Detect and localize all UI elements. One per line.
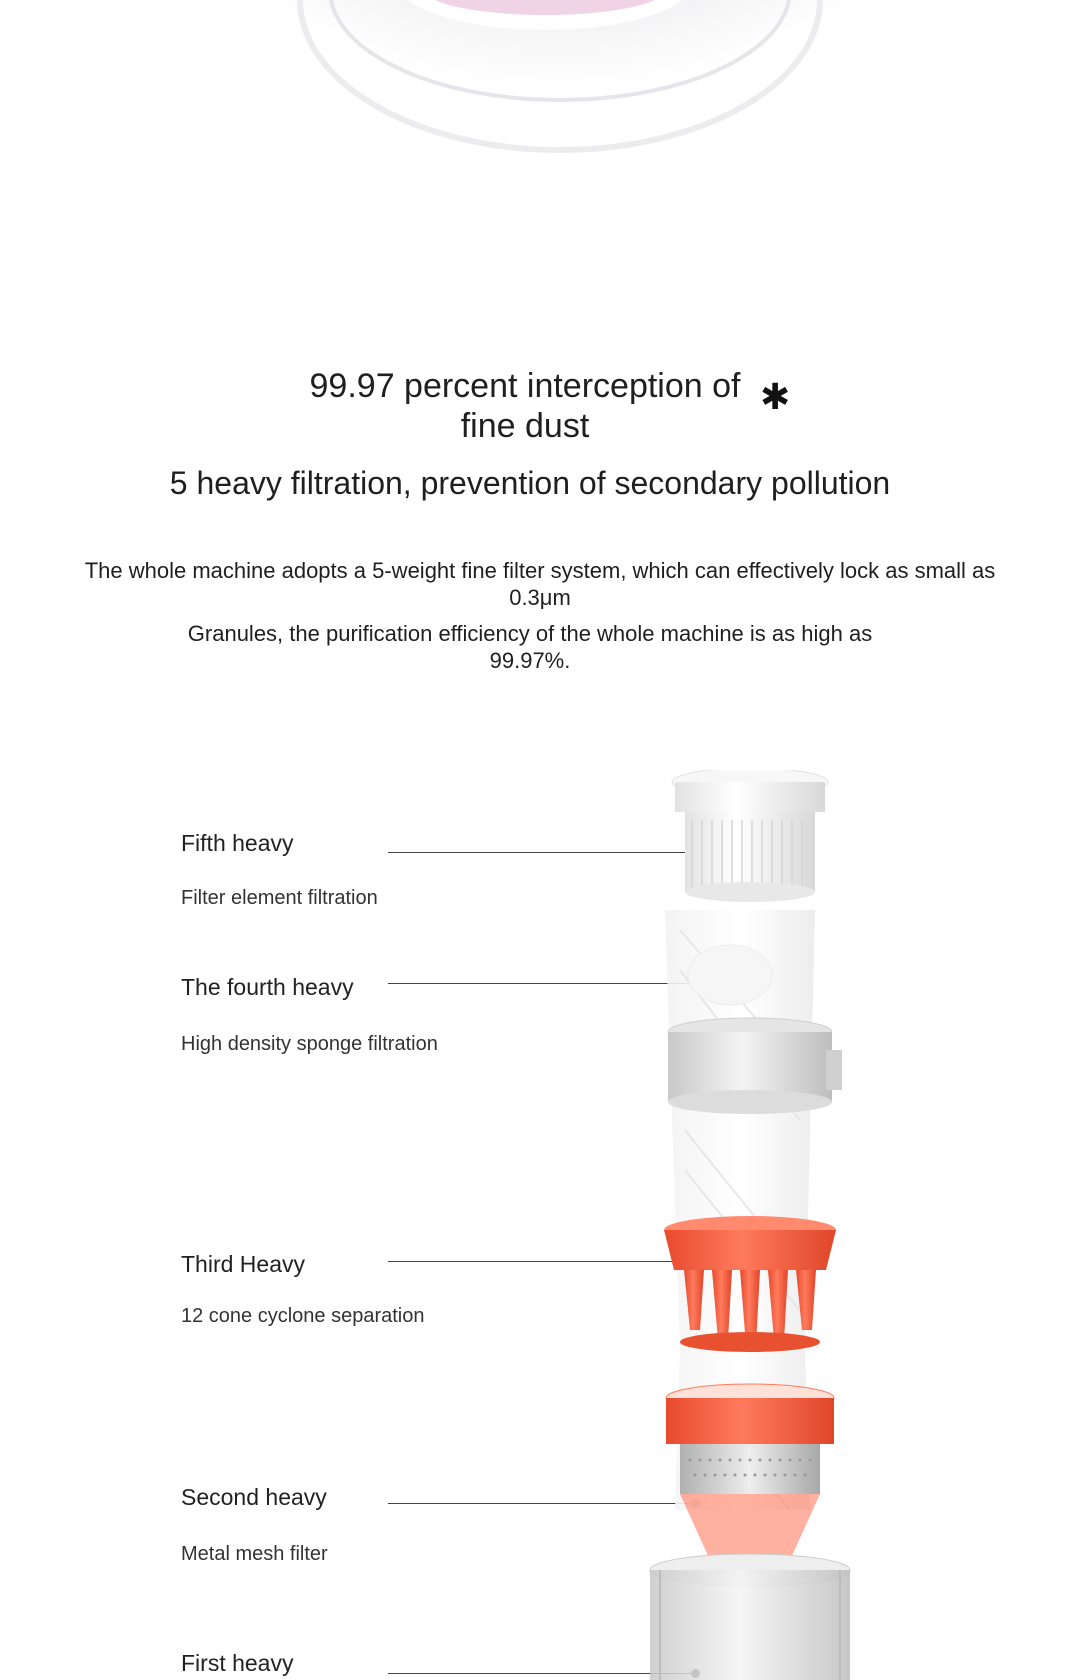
asterisk-icon: ✱ bbox=[760, 376, 791, 417]
filter-4-title: The fourth heavy bbox=[181, 974, 354, 1000]
filter-5-title: Fifth heavy bbox=[181, 830, 294, 856]
filter-4-subtitle: High density sponge filtration bbox=[181, 1033, 438, 1055]
headline-line2: fine dust bbox=[460, 407, 590, 445]
filter-1-title: First heavy bbox=[181, 1650, 294, 1676]
subheadline: 5 heavy filtration, prevention of secondary pollution bbox=[169, 465, 891, 501]
headline bbox=[290, 366, 760, 446]
filter-2-title: Second heavy bbox=[181, 1484, 327, 1510]
filter-3-title: Third Heavy bbox=[181, 1251, 305, 1277]
description-line1: The whole machine adopts a 5-weight fine filter system, which can effectively lock as small as 0.3μm bbox=[84, 558, 996, 610]
filter-3-subtitle: 12 cone cyclone separation bbox=[181, 1305, 425, 1327]
filter-stack-illustration bbox=[620, 770, 860, 1680]
top-product-image bbox=[0, 0, 1080, 240]
description-line2: Granules, the purification efficiency of the whole machine is as high as 99.97%. bbox=[187, 621, 873, 673]
filter-2-subtitle: Metal mesh filter bbox=[181, 1543, 328, 1565]
filter-5-subtitle: Filter element filtration bbox=[181, 887, 378, 909]
top-lens-graphic bbox=[0, 0, 1080, 240]
headline-line1: 99.97 percent interception of bbox=[309, 367, 741, 405]
